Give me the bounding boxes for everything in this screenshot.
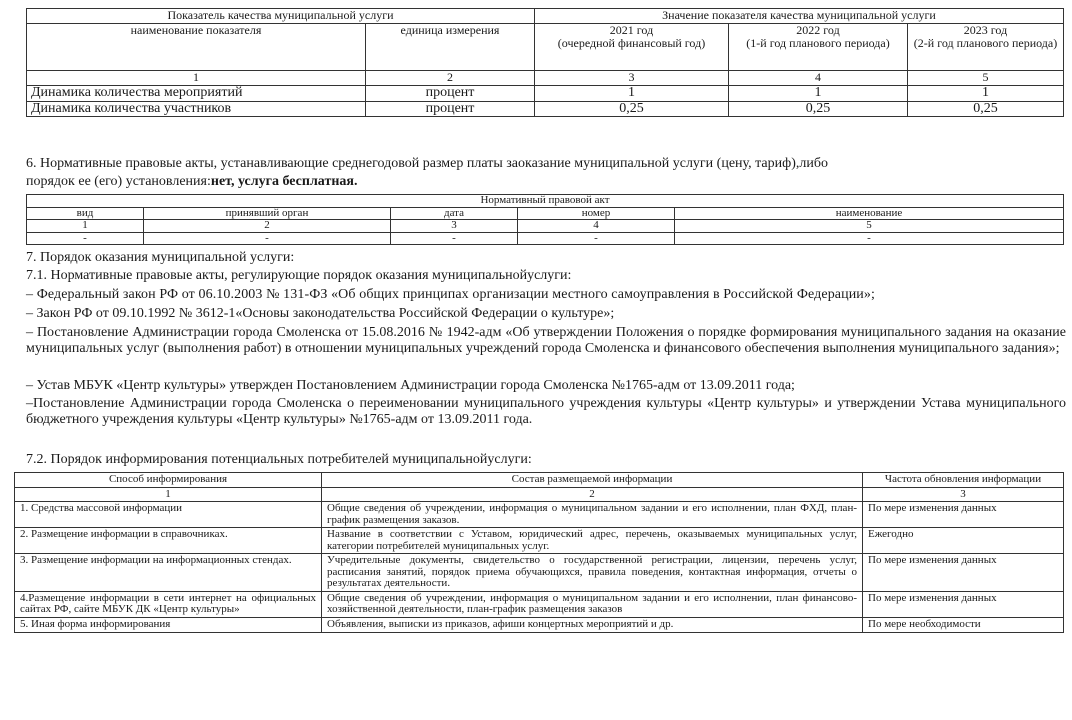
info-method: 2. Размещение информации в справочниках. [15, 528, 322, 554]
col-2021: 2021 год (очередной финансовый год) [535, 24, 729, 71]
num-cell: 2 [366, 71, 535, 86]
indicator-unit: процент [366, 86, 535, 102]
legal-cell: - [675, 232, 1064, 245]
num-cell: 5 [908, 71, 1064, 86]
num-cell: 1 [27, 71, 366, 86]
info-method: 1. Средства массовой информации [15, 502, 322, 528]
table-row [27, 86, 1064, 102]
num-cell: 3 [535, 71, 729, 86]
info-content: Название в соответствии с Уставом, юридический адрес, перечень, оказываемых муниципальных услуг, категории потребителей муниципальных услуг. [322, 528, 863, 554]
info-col: Частота обновления информации [863, 473, 1064, 488]
table-row [15, 591, 1064, 617]
info-content: Общие сведения об учреждении, информация о муниципальном задании и его исполнении, план финансово-хозяйственной деятельности, план-график размещения заказов [322, 591, 863, 617]
info-freq: По мере необходимости [863, 618, 1064, 633]
num-cell: 2 [144, 220, 391, 233]
col-2023: 2023 год (2-й год планового периода) [908, 24, 1064, 71]
indicator-name: Динамика количества мероприятий [27, 86, 366, 102]
info-freq: По мере изменения данных [863, 502, 1064, 528]
section7-sub2: 7.2. Порядок информирования потенциальных потребителей муниципальнойуслуги: [26, 452, 532, 467]
legal-header: Нормативный правовой акт [27, 195, 1064, 208]
info-method: 4.Размещение информации в сети интернет на официальных сайтах РФ, сайте МБУК ДК «Центр культуры» [15, 591, 322, 617]
info-content: Учредительные документы, свидетельство о государственной регистрации, лицензии, перечень услуг, расписания занятий, порядок приема обучающихся, правила поведения, контактная информация, отчеты о результатах деятельности. [322, 554, 863, 592]
num-cell: 4 [518, 220, 675, 233]
value-2021: 1 [535, 86, 729, 102]
info-col: Состав размещаемой информации [322, 473, 863, 488]
indicator-name: Динамика количества участников [27, 101, 366, 117]
num-cell: 2 [322, 487, 863, 502]
value-2022: 0,25 [729, 101, 908, 117]
quality-indicator-table [26, 8, 1064, 117]
table-row [27, 232, 1064, 245]
legal-cell: - [27, 232, 144, 245]
num-cell: 3 [391, 220, 518, 233]
info-content: Общие сведения об учреждении, информация о муниципальном задании и его исполнении, план ФХД, план-график размещения заказов. [322, 502, 863, 528]
section6-line2 [26, 174, 1066, 190]
law-item: – Устав МБУК «Центр культуры» утвержден Постановлением Администрации города Смоленска №1765-адм от 13.09.2011 года; [26, 378, 795, 393]
indicator-unit: процент [366, 101, 535, 117]
section6-text: порядок ее (его) установления: [26, 174, 211, 189]
header-left: Показатель качества муниципальной услуги [27, 9, 535, 24]
num-cell: 5 [675, 220, 1064, 233]
legal-col: дата [391, 207, 518, 220]
info-freq: По мере изменения данных [863, 554, 1064, 592]
law-item: –Постановление Администрации города Смоленска о переименовании муниципального учреждения культуры «Центр культуры» и утверждении Устава муниципального бюджетного учреждения культуры «Центр культуры» №1765-адм от 13.09.2011 года. [26, 396, 1066, 427]
section7-sub1: 7.1. Нормативные правовые акты, регулирующие порядок оказания муниципальнойуслуги: [26, 268, 572, 283]
num-cell: 1 [15, 487, 322, 502]
col-2022: 2022 год (1-й год планового периода) [729, 24, 908, 71]
legal-col: вид [27, 207, 144, 220]
info-method: 5. Иная форма информирования [15, 618, 322, 633]
num-cell: 4 [729, 71, 908, 86]
header-right: Значение показателя качества муниципальной услуги [535, 9, 1064, 24]
section6-bold: нет, услуга бесплатная. [210, 174, 358, 189]
col-unit: единица измерения [366, 24, 535, 71]
law-item: – Федеральный закон РФ от 06.10.2003 № 131-ФЗ «Об общих принципах организации местного самоуправления в Российской Федерации»; [26, 287, 875, 302]
info-method: 3. Размещение информации на информационных стендах. [15, 554, 322, 592]
value-2021: 0,25 [535, 101, 729, 117]
informing-table [14, 472, 1064, 633]
law-item: – Закон РФ от 09.10.1992 № 3612-1«Основы законодательства Российской Федерации о культуре»; [26, 306, 615, 321]
value-2023: 0,25 [908, 101, 1064, 117]
legal-col: принявший орган [144, 207, 391, 220]
legal-cell: - [144, 232, 391, 245]
info-content: Объявления, выписки из приказов, афиши концертных мероприятий и др. [322, 618, 863, 633]
value-2022: 1 [729, 86, 908, 102]
col-name: наименование показателя [27, 24, 366, 71]
legal-cell: - [391, 232, 518, 245]
table-row [15, 554, 1064, 592]
info-freq: По мере изменения данных [863, 591, 1064, 617]
table-row [15, 618, 1064, 633]
table-row [27, 101, 1064, 117]
section7-title: 7. Порядок оказания муниципальной услуги: [26, 250, 295, 265]
value-2023: 1 [908, 86, 1064, 102]
table-row [15, 502, 1064, 528]
info-col: Способ информирования [15, 473, 322, 488]
legal-act-table [26, 194, 1064, 245]
section6-line1: 6. Нормативные правовые акты, устанавливающие среднегодовой размер платы заоказание муниципальной услуги (цену, тариф),либо [26, 156, 828, 171]
law-item: – Постановление Администрации города Смоленска от 15.08.2016 № 1942-адм «Об утверждении Положения о порядке формирования муниципального задания на оказание муниципальных услуг (выполнения работ) в отношении муниципальных учреждений города Смоленска и финансового обеспечения выполнения муниципального задания»; [26, 325, 1066, 356]
legal-col: наименование [675, 207, 1064, 220]
num-cell: 1 [27, 220, 144, 233]
legal-cell: - [518, 232, 675, 245]
info-freq: Ежегодно [863, 528, 1064, 554]
num-cell: 3 [863, 487, 1064, 502]
table-row [15, 528, 1064, 554]
legal-col: номер [518, 207, 675, 220]
